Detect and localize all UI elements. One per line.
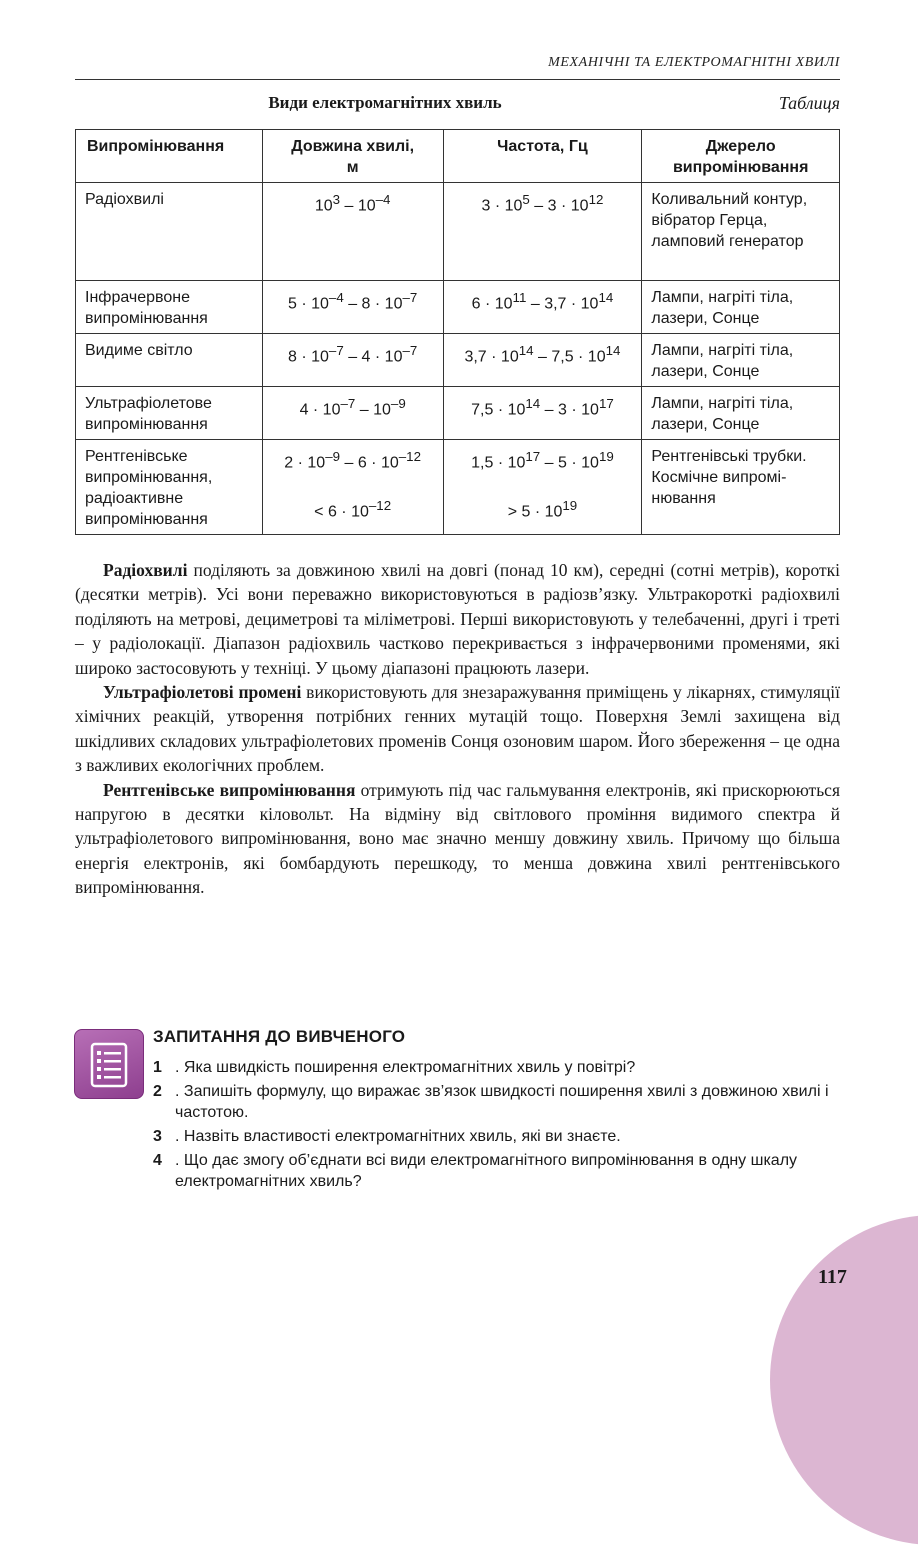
table-row bbox=[76, 183, 840, 281]
header-rule bbox=[75, 79, 840, 80]
paragraph-radio: Радіохвилі поділяють за довжиною хвилі на довгі (понад 10 км), середні (сотні метрів), короткі (десятки метрів). Усі вони переважно використовуються в радіозв’язку. Ультракороткі радіохвилі поділяють на метрові, дециметрові та міліметрові. Перші використовують у телебаченні, другі і треті – у радіолокації. Діапазон радіохвиль частково перекривається з інфрачервоними променями, які широко застосовують у техніці. У цьому діапазоні працюють лазери. bbox=[75, 560, 840, 678]
questions-title: ЗАПИТАННЯ ДО ВИВЧЕНОГО bbox=[153, 1027, 406, 1046]
question-item: 3 . Назвіть властивості електромагнітних хвиль, які ви знаєте. bbox=[153, 1128, 621, 1145]
question-item: 2 . Запишіть формулу, що виражає зв’язок швидкості поширення хвилі з довжиною хвилі і частотою. bbox=[153, 1083, 829, 1121]
row-source: Рентгенівські трубки. Космічне випромі- нювання bbox=[642, 440, 840, 535]
header-radiation: Випромінювання bbox=[76, 130, 263, 183]
row-wavelength: $4 \cdot 10^{-7} - 10^{-9}$ bbox=[262, 387, 443, 440]
header-wavelength: Довжина хвилі, м bbox=[262, 130, 443, 183]
row-source: Лампи, нагріті тіла, лазери, Сонце bbox=[642, 281, 840, 334]
running-head: МЕХАНІЧНІ ТА ЕЛЕКТРОМАГНІТНІ ХВИЛІ bbox=[548, 55, 840, 70]
row-name: Видиме світло bbox=[76, 334, 263, 387]
row-frequency: $3,7 \cdot 10^{14} - 7,5 \cdot 10^{14}$ bbox=[443, 334, 642, 387]
questions-list bbox=[153, 1057, 843, 1195]
row-wavelength: $5 \cdot 10^{-4} - 8 \cdot 10^{-7}$ bbox=[262, 281, 443, 334]
row-frequency: $1,5 \cdot 10^{17} - 5 \cdot 10^{19}$ > $5 \cdot 10^{19}$ bbox=[443, 440, 642, 535]
term-radio: Радіохвилі bbox=[103, 560, 188, 580]
row-name: Ультрафіолетове випромінювання bbox=[76, 387, 263, 440]
paragraph-xray: Рентгенівське випромінювання отримують під час гальмування електронів, які прискорюються напругою в десятки кіловольт. На відміну від світлового проміння видимого спектра й ультрафіолетового випромінювання, воно має значно меншу довжину хвиль. Причому що більша енергія електронів, які бомбардують перешкоду, то менша довжина хвилі рентгенівського випромінювання. bbox=[75, 779, 840, 898]
row-source: Лампи, нагріті тіла, лазери, Сонце bbox=[642, 334, 840, 387]
checklist-icon bbox=[74, 1029, 144, 1099]
row-name: Радіохвилі bbox=[76, 183, 263, 281]
term-xray: Рентгенівське випромінювання bbox=[103, 779, 356, 800]
body-text bbox=[75, 558, 840, 900]
corner-decoration bbox=[770, 1215, 918, 1545]
table-header-row bbox=[76, 130, 840, 183]
table-row bbox=[76, 334, 840, 387]
table-row bbox=[76, 440, 840, 535]
term-uv: Ультрафіолетові промені bbox=[103, 682, 302, 703]
table-caption bbox=[75, 93, 840, 117]
page-number: 117 bbox=[818, 1266, 847, 1288]
question-item: 1 . Яка швидкість поширення електромагнітних хвиль у повітрі? bbox=[153, 1059, 636, 1076]
row-name: Рентгенівське випромінювання, радіоактивне випромінювання bbox=[76, 440, 263, 535]
paragraph-uv: Ультрафіолетові промені використовують для знезаражування приміщень у лікарнях, стимуляції хімічних реакцій, утворення потрібних генних мутацій тощо. Поверхня Землі захищена від шкідливих складових ультрафіолетових променів Сонця озоновим шаром. Його збереження – це одна з важливих екологічних проблем. bbox=[75, 682, 841, 776]
table-row bbox=[76, 387, 840, 440]
question-item: 4 . Що дає змогу об’єднати всі види електромагнітного випромінювання в одну шкалу електромагнітних хвиль? bbox=[153, 1152, 798, 1190]
row-wavelength: $2 \cdot 10^{-9} - 6 \cdot 10^{-12}$ < $6 \cdot 10^{-12}$ bbox=[262, 440, 443, 535]
row-wavelength: $10^3 - 10^{-4}$ bbox=[262, 183, 443, 281]
row-name: Інфрачервоне випромінювання bbox=[76, 281, 263, 334]
row-wavelength: $8 \cdot 10^{-7} - 4 \cdot 10^{-7}$ bbox=[262, 334, 443, 387]
row-frequency: $7,5 \cdot 10^{14} - 3 \cdot 10^{17}$ bbox=[443, 387, 642, 440]
row-source: Коливальний контур, вібратор Герца, ламповий генератор bbox=[642, 183, 840, 281]
table-row bbox=[76, 281, 840, 334]
row-source: Лампи, нагріті тіла, лазери, Сонце bbox=[642, 387, 840, 440]
table-label: Таблиця bbox=[778, 93, 840, 113]
header-source: Джерело випромінювання bbox=[642, 130, 840, 183]
row-frequency: $6 \cdot 10^{11} - 3,7 \cdot 10^{14}$ bbox=[443, 281, 642, 334]
em-waves-table bbox=[75, 129, 840, 535]
header-frequency: Частота, Гц bbox=[443, 130, 642, 183]
row-frequency: $3 \cdot 10^5 - 3 \cdot 10^{12}$ bbox=[443, 183, 642, 281]
table-title: Види електромагнітних хвиль bbox=[268, 93, 502, 112]
